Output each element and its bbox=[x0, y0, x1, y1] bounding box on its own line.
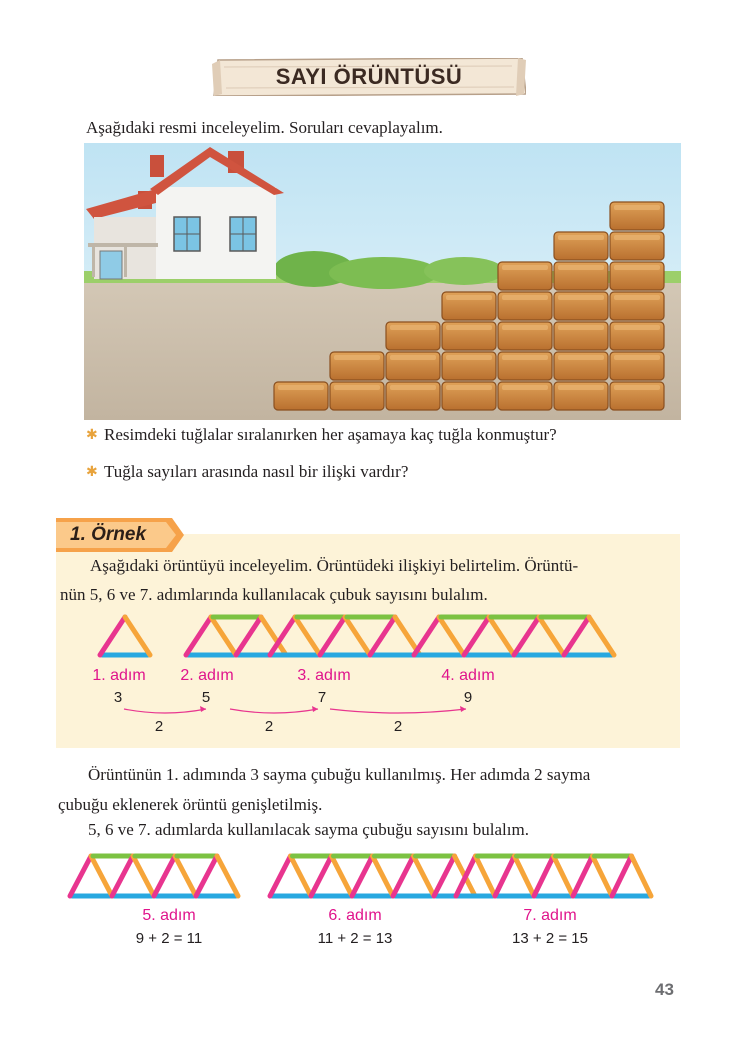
stick bbox=[295, 617, 320, 655]
example-text-line-1: Aşağıdaki örüntüyü inceleyelim. Örüntüdeki ilişkiyi belirtelim. Örüntü- bbox=[90, 556, 579, 575]
stick-count: 3 bbox=[113, 689, 123, 706]
stick bbox=[370, 617, 395, 655]
stick bbox=[573, 856, 593, 896]
answer-step-figure bbox=[456, 856, 651, 896]
difference-value: 2 bbox=[393, 718, 403, 735]
stick bbox=[91, 856, 112, 896]
stick bbox=[70, 856, 91, 896]
stick bbox=[612, 856, 632, 896]
stick bbox=[320, 617, 345, 655]
example-step-figures bbox=[56, 605, 680, 745]
answer-step-label: 7. adım bbox=[523, 907, 577, 924]
stick bbox=[211, 617, 236, 655]
answer-step-figure bbox=[70, 856, 238, 896]
stick bbox=[125, 617, 150, 655]
stick bbox=[514, 617, 539, 655]
stick bbox=[291, 856, 312, 896]
answer-step-label: 6. adım bbox=[328, 907, 382, 924]
answer-calculation: 11 + 2 = 13 bbox=[317, 930, 393, 947]
stick bbox=[515, 856, 535, 896]
answer-step-figure bbox=[270, 856, 475, 896]
answer-calculation: 9 + 2 = 11 bbox=[135, 930, 203, 947]
step-arrow bbox=[230, 709, 318, 713]
question-1 bbox=[86, 425, 557, 445]
stick bbox=[439, 617, 464, 655]
example-step-figure bbox=[414, 617, 614, 655]
stick bbox=[186, 617, 211, 655]
step-arrow bbox=[330, 709, 466, 713]
stick bbox=[632, 856, 652, 896]
stick bbox=[196, 856, 217, 896]
question-2 bbox=[86, 462, 408, 482]
stick bbox=[489, 617, 514, 655]
stick bbox=[539, 617, 564, 655]
question-1-text: Resimdeki tuğlalar sıralanırken her aşamaya kaç tuğla konmuştur? bbox=[104, 425, 557, 444]
example-text-line-2: nün 5, 6 ve 7. adımlarında kullanılacak çubuk sayısını bulalım. bbox=[60, 585, 488, 604]
stick bbox=[311, 856, 332, 896]
stick bbox=[236, 617, 261, 655]
difference-value: 2 bbox=[154, 718, 164, 735]
page-title: SAYI ÖRÜNTÜSÜ bbox=[275, 64, 463, 89]
stick-count: 7 bbox=[317, 689, 327, 706]
stick bbox=[393, 856, 414, 896]
example-step-figure bbox=[270, 617, 420, 655]
step-arrow bbox=[124, 709, 206, 713]
stick-count: 9 bbox=[463, 689, 473, 706]
step-label: 1. adım bbox=[92, 667, 146, 684]
stick bbox=[593, 856, 613, 896]
star-bullet-icon: ✱ bbox=[86, 464, 98, 480]
stick bbox=[345, 617, 370, 655]
stick bbox=[112, 856, 133, 896]
question-2-text: Tuğla sayıları arasında nasıl bir ilişki vardır? bbox=[104, 462, 409, 481]
stick bbox=[495, 856, 515, 896]
stick bbox=[534, 856, 554, 896]
stick-count: 5 bbox=[201, 689, 211, 706]
answer-step-figures bbox=[56, 850, 680, 960]
difference-value: 2 bbox=[264, 718, 274, 735]
answer-step-label: 5. adım bbox=[142, 907, 196, 924]
intro-text: Aşağıdaki resmi inceleyelim. Soruları cevaplayalım. bbox=[86, 118, 443, 137]
stick bbox=[434, 856, 455, 896]
stick bbox=[154, 856, 175, 896]
stick bbox=[332, 856, 353, 896]
step-label: 4. adım bbox=[441, 667, 495, 684]
star-bullet-icon: ✱ bbox=[86, 427, 98, 443]
answer-calculation: 13 + 2 = 15 bbox=[512, 930, 588, 947]
stick bbox=[476, 856, 496, 896]
stick bbox=[564, 617, 589, 655]
stick bbox=[352, 856, 373, 896]
explanation-line-2: çubuğu eklenerek örüntü genişletilmiş. bbox=[58, 795, 323, 814]
page-number: 43 bbox=[655, 980, 674, 999]
explanation-line-1: Örüntünün 1. adımında 3 sayma çubuğu kullanılmış. Her adımda 2 sayma bbox=[88, 765, 591, 784]
stick bbox=[554, 856, 574, 896]
explanation-text bbox=[58, 760, 678, 820]
step-label: 2. adım bbox=[180, 667, 234, 684]
stick bbox=[100, 617, 125, 655]
example-label: 1. Örnek bbox=[70, 524, 147, 545]
step-label: 3. adım bbox=[297, 667, 351, 684]
example-step-figure bbox=[100, 617, 150, 655]
stick bbox=[464, 617, 489, 655]
stick bbox=[414, 617, 439, 655]
stick bbox=[589, 617, 614, 655]
house-bricks-illustration bbox=[84, 143, 681, 420]
stick bbox=[414, 856, 435, 896]
stick bbox=[175, 856, 196, 896]
task-text: 5, 6 ve 7. adımlarda kullanılacak sayma çubuğu sayısını bulalım. bbox=[88, 820, 529, 839]
stick bbox=[373, 856, 394, 896]
stick bbox=[133, 856, 154, 896]
example-text bbox=[60, 551, 676, 609]
stick bbox=[217, 856, 238, 896]
stick bbox=[270, 856, 291, 896]
